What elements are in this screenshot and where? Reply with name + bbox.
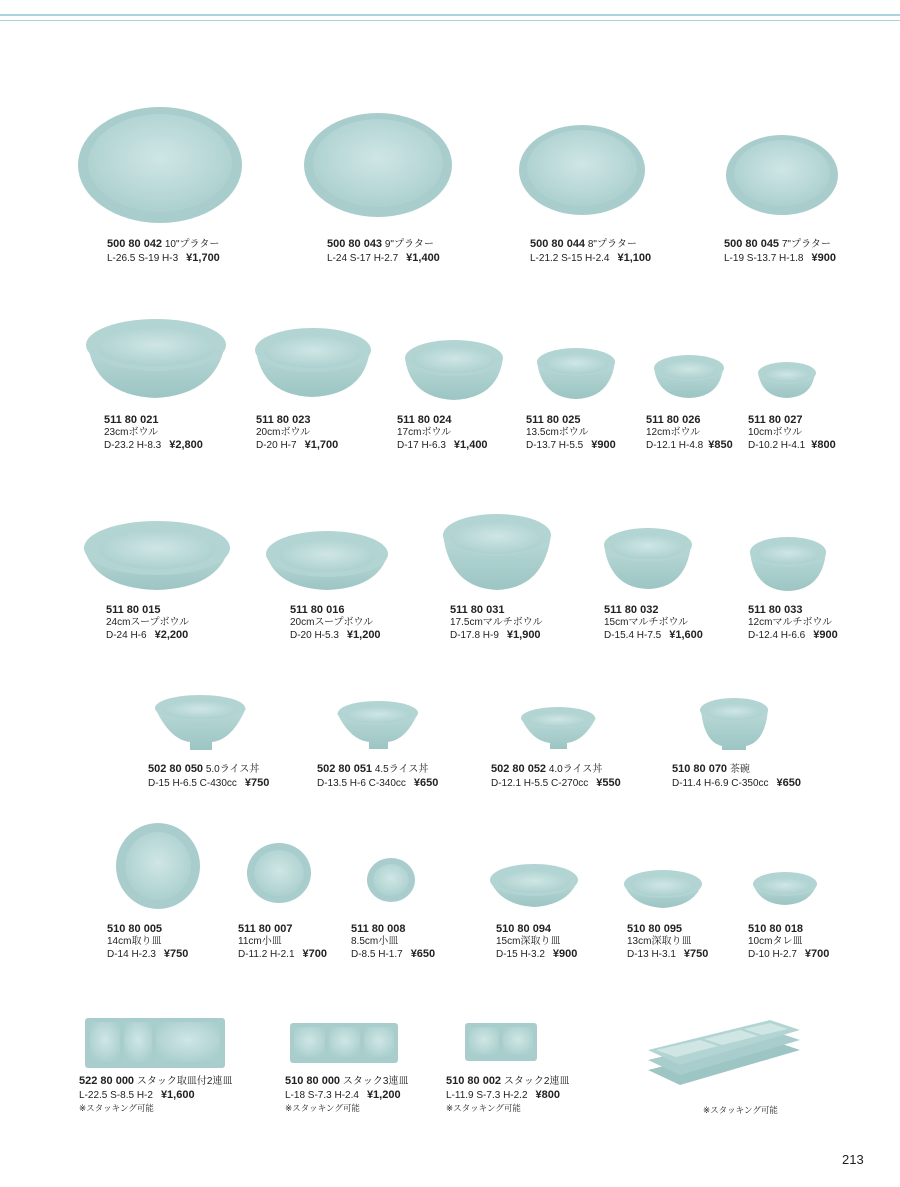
product-name: スタック取皿付2連皿 xyxy=(136,1076,233,1087)
platter-10-image xyxy=(78,107,242,223)
product-name: 15cm深取り皿 xyxy=(496,935,561,947)
product-dims: D-20 H-7 xyxy=(256,440,297,451)
product-502-80-051 xyxy=(317,763,438,790)
bowl-13-image xyxy=(537,348,615,399)
product-511-80-021 xyxy=(104,414,203,453)
product-price: ¥750 xyxy=(163,948,189,960)
product-name: 4.0ライス丼 xyxy=(548,764,603,775)
product-code: 511 80 033 xyxy=(748,604,803,616)
product-510-80-094 xyxy=(496,923,577,962)
product-name: 11cm小皿 xyxy=(238,935,282,947)
product-price: ¥900 xyxy=(552,948,578,960)
product-dims: L-11.9 S-7.3 H-2.2 xyxy=(446,1089,528,1101)
product-code: 510 80 095 xyxy=(627,923,683,935)
product-name: 4.5ライス丼 xyxy=(374,764,429,775)
product-code: 510 80 070 xyxy=(672,763,728,775)
product-code: 511 80 025 xyxy=(526,414,581,426)
product-511-80-026 xyxy=(646,414,733,453)
platter-8-image xyxy=(519,125,645,215)
tray-3-section-large-image xyxy=(85,1018,225,1068)
product-511-80-031 xyxy=(450,604,543,643)
product-name: 13cm深取り皿 xyxy=(627,935,692,947)
product-name: 12cmマルチボウル xyxy=(748,616,833,628)
product-code: 511 80 021 xyxy=(104,414,159,426)
product-code: 510 80 005 xyxy=(107,923,163,935)
product-510-80-095 xyxy=(627,923,708,962)
bowl-17-image xyxy=(405,340,503,400)
tray-2-section-image xyxy=(465,1023,537,1061)
product-dims: L-26.5 S-19 H-3 xyxy=(107,252,179,264)
product-dims: D-15 H-6.5 C-430cc xyxy=(148,777,237,789)
product-dims: D-12.4 H-6.6 xyxy=(748,630,806,641)
product-511-80-023 xyxy=(256,414,338,453)
stacked-trays-image xyxy=(648,1020,800,1085)
product-price: ¥800 xyxy=(811,439,836,451)
product-note: ※スタッキング可能 xyxy=(446,1103,521,1113)
product-dims: L-18 S-7.3 H-2.4 xyxy=(285,1089,359,1101)
product-511-80-032 xyxy=(604,604,703,643)
product-510-80-002 xyxy=(446,1075,569,1115)
product-code: 502 80 051 xyxy=(317,763,373,775)
product-500-80-044 xyxy=(530,238,651,265)
platter-9-image xyxy=(304,113,452,217)
product-code: 500 80 044 xyxy=(530,238,586,250)
product-price: ¥900 xyxy=(591,439,616,451)
deep-dish-13-image xyxy=(624,870,702,908)
product-name: 12cmボウル xyxy=(646,426,701,438)
multi-bowl-15-image xyxy=(604,528,692,589)
product-code: 510 80 000 xyxy=(285,1075,341,1087)
product-price: ¥1,700 xyxy=(304,439,339,451)
product-price: ¥900 xyxy=(813,629,838,641)
product-name: 17cmボウル xyxy=(397,426,452,438)
product-dims: D-13.7 H-5.5 xyxy=(526,440,584,451)
plate-11-image xyxy=(247,843,311,903)
product-dims: D-11.2 H-2.1 xyxy=(238,949,295,960)
product-code: 500 80 043 xyxy=(327,238,383,250)
rice-bowl-45-image xyxy=(337,701,418,749)
stacking-note: ※スタッキング可能 xyxy=(703,1105,778,1115)
product-price: ¥1,700 xyxy=(186,251,220,264)
product-522-80-000 xyxy=(79,1075,232,1115)
product-code: 500 80 042 xyxy=(107,238,163,250)
product-511-80-015 xyxy=(106,604,189,643)
plate-14-image xyxy=(116,823,200,909)
product-name: スタック3連皿 xyxy=(342,1076,409,1087)
product-dims: L-22.5 S-8.5 H-2 xyxy=(79,1089,153,1101)
deep-dish-15-image xyxy=(490,864,578,907)
product-price: ¥1,100 xyxy=(617,251,652,264)
product-name: 10"プラター xyxy=(164,239,220,250)
product-code: 511 80 016 xyxy=(290,604,345,616)
product-code: 511 80 027 xyxy=(748,414,803,426)
product-price: ¥1,200 xyxy=(346,629,381,641)
product-511-80-007 xyxy=(238,923,327,962)
product-code: 510 80 002 xyxy=(446,1075,502,1087)
product-code: 511 80 007 xyxy=(238,923,293,935)
product-name: 10cmタレ皿 xyxy=(748,935,803,947)
product-name: 8.5cm小皿 xyxy=(351,935,399,947)
product-511-80-016 xyxy=(290,604,381,643)
product-code: 522 80 000 xyxy=(79,1075,135,1087)
product-code: 511 80 023 xyxy=(256,414,311,426)
product-dims: D-24 H-6 xyxy=(106,630,147,641)
product-price: ¥1,600 xyxy=(669,629,703,641)
product-price: ¥650 xyxy=(776,776,802,789)
product-dims: D-10.2 H-4.1 xyxy=(748,440,806,451)
product-dims: D-10 H-2.7 xyxy=(748,949,797,960)
product-price: ¥2,800 xyxy=(169,439,203,451)
product-code: 510 80 094 xyxy=(496,923,552,935)
product-dims: L-19 S-13.7 H-1.8 xyxy=(724,252,804,264)
product-502-80-052 xyxy=(491,763,621,790)
product-name: 茶碗 xyxy=(729,764,750,775)
product-price: ¥1,600 xyxy=(160,1088,195,1101)
bowl-12-image xyxy=(654,355,724,398)
product-dims: D-15.4 H-7.5 xyxy=(604,630,662,641)
multi-bowl-17-image xyxy=(443,514,551,590)
product-code: 511 80 015 xyxy=(106,604,161,616)
platter-7-image xyxy=(726,135,838,215)
product-price: ¥1,400 xyxy=(406,251,440,264)
rice-bowl-4-image xyxy=(521,707,596,749)
product-dims: L-21.2 S-15 H-2.4 xyxy=(530,252,610,264)
rice-bowl-5-image xyxy=(155,695,246,750)
product-dims: D-17.8 H-9 xyxy=(450,630,499,641)
sauce-dish-image xyxy=(753,872,817,905)
product-price: ¥750 xyxy=(244,776,270,789)
bowl-20-image xyxy=(255,328,371,397)
product-price: ¥2,200 xyxy=(154,629,189,641)
product-note: ※スタッキング可能 xyxy=(79,1103,154,1113)
product-dims: D-12.1 H-5.5 C-270cc xyxy=(491,777,589,789)
tray-3-section-image xyxy=(290,1023,398,1063)
product-name: 17.5cmマルチボウル xyxy=(450,616,543,628)
product-price: ¥650 xyxy=(410,948,436,960)
product-511-80-027 xyxy=(748,414,836,453)
product-name: 13.5cmボウル xyxy=(526,426,589,438)
product-code: 511 80 031 xyxy=(450,604,505,616)
bowl-23-image xyxy=(86,319,226,398)
product-name: 8"プラター xyxy=(587,239,637,250)
product-name: 7"プラター xyxy=(781,239,831,250)
product-511-80-033 xyxy=(748,604,838,643)
product-note: ※スタッキング可能 xyxy=(285,1103,360,1113)
plate-85-image xyxy=(367,858,415,902)
chawan-image xyxy=(700,698,768,750)
page-number: 213 xyxy=(842,1152,864,1167)
product-511-80-008 xyxy=(351,923,435,962)
product-dims: D-20 H-5.3 xyxy=(290,630,339,641)
product-name: 9"プラター xyxy=(384,239,434,250)
product-code: 511 80 008 xyxy=(351,923,406,935)
multi-bowl-12-image xyxy=(750,537,826,591)
product-510-80-018 xyxy=(748,923,829,962)
product-code: 511 80 024 xyxy=(397,414,452,426)
product-510-80-005 xyxy=(107,923,188,962)
product-dims: D-11.4 H-6.9 C-350cc xyxy=(672,777,769,789)
product-511-80-025 xyxy=(526,414,616,453)
product-price: ¥700 xyxy=(302,948,327,960)
product-500-80-045 xyxy=(724,238,836,265)
product-510-80-000 xyxy=(285,1075,408,1115)
product-dims: L-24 S-17 H-2.7 xyxy=(327,252,399,264)
product-price: ¥800 xyxy=(535,1088,561,1101)
product-code: 511 80 026 xyxy=(646,414,701,426)
product-price: ¥1,400 xyxy=(453,439,488,451)
product-price: ¥1,900 xyxy=(506,629,541,641)
product-dims: D-13.5 H-6 C-340cc xyxy=(317,777,406,789)
soup-bowl-20-image xyxy=(266,531,388,590)
product-price: ¥850 xyxy=(708,439,733,451)
product-name: 20cmスープボウル xyxy=(290,616,374,628)
product-code: 502 80 052 xyxy=(491,763,547,775)
product-name: 10cmボウル xyxy=(748,426,803,438)
product-price: ¥750 xyxy=(683,948,709,960)
product-502-80-050 xyxy=(148,763,269,790)
product-dims: D-12.1 H-4.8 xyxy=(646,440,704,451)
bowl-10-image xyxy=(758,362,816,398)
soup-bowl-24-image xyxy=(84,521,230,590)
product-dims: D-13 H-3.1 xyxy=(627,949,676,960)
product-name: 14cm取り皿 xyxy=(107,935,162,947)
product-name: スタック2連皿 xyxy=(503,1076,570,1087)
product-dims: D-8.5 H-1.7 xyxy=(351,949,403,960)
product-price: ¥700 xyxy=(804,948,830,960)
product-price: ¥550 xyxy=(596,776,621,789)
product-dims: D-14 H-2.3 xyxy=(107,949,156,960)
product-code: 502 80 050 xyxy=(148,763,204,775)
product-name: 24cmスープボウル xyxy=(106,616,190,628)
product-510-80-070 xyxy=(672,763,801,790)
product-500-80-042 xyxy=(107,238,220,265)
product-dims: D-15 H-3.2 xyxy=(496,949,545,960)
product-511-80-024 xyxy=(397,414,488,453)
product-name: 5.0ライス丼 xyxy=(205,764,260,775)
product-price: ¥1,200 xyxy=(366,1088,401,1101)
product-500-80-043 xyxy=(327,238,440,265)
product-price: ¥900 xyxy=(811,251,836,264)
product-code: 511 80 032 xyxy=(604,604,659,616)
product-name: 15cmマルチボウル xyxy=(604,616,689,628)
product-code: 500 80 045 xyxy=(724,238,780,250)
product-name: 23cmボウル xyxy=(104,426,159,438)
product-name: 20cmボウル xyxy=(256,426,311,438)
product-code: 510 80 018 xyxy=(748,923,804,935)
product-dims: D-23.2 H-8.3 xyxy=(104,440,162,451)
product-dims: D-17 H-6.3 xyxy=(397,440,446,451)
product-price: ¥650 xyxy=(413,776,439,789)
